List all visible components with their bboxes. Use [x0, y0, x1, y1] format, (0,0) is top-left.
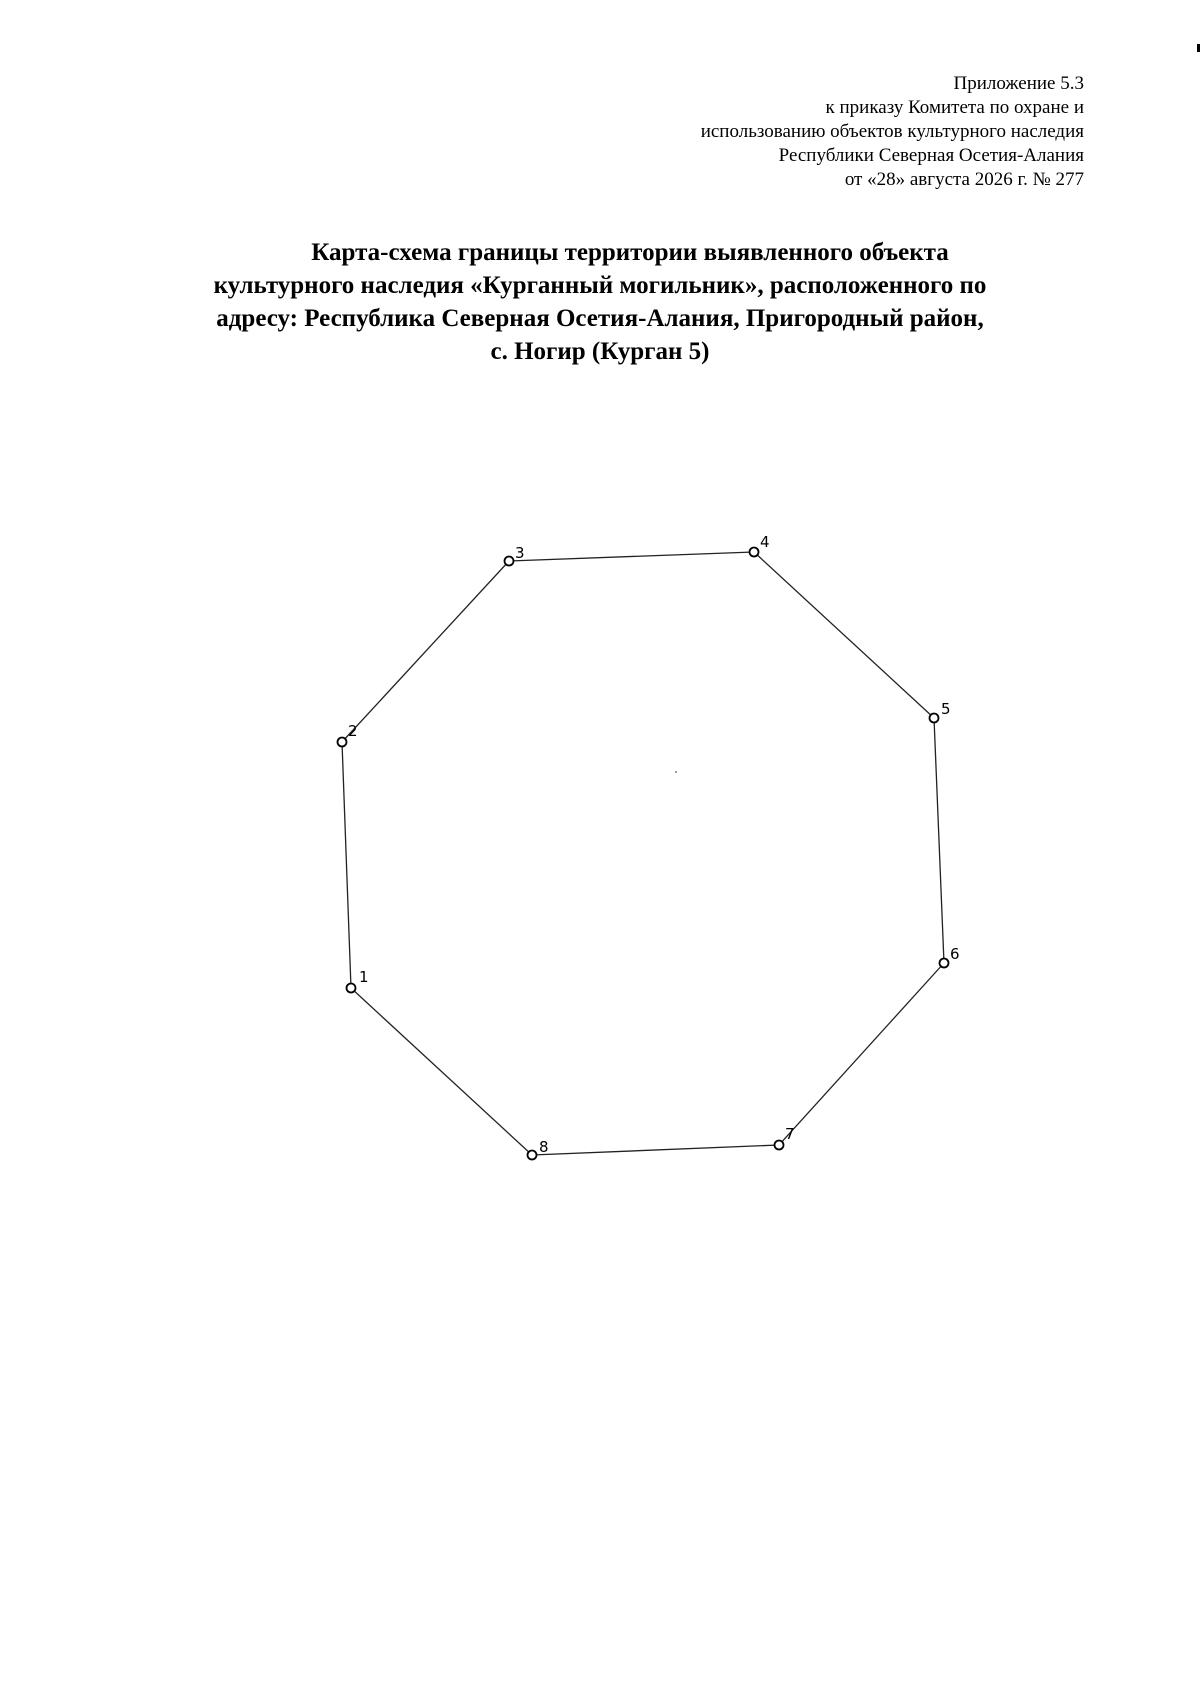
vertex-label: 4 [760, 533, 770, 551]
title-line: культурного наследия «Курганный могильник», расположенного по [213, 272, 987, 299]
center-dot [675, 771, 677, 773]
boundary-edges [342, 552, 944, 1155]
vertex-label: 1 [359, 968, 369, 986]
boundary-vertex [940, 959, 949, 968]
appendix-line: Республики Северная Осетия-Алания [778, 145, 1084, 166]
boundary-edge [754, 552, 934, 718]
boundary-vertices [338, 548, 949, 1160]
boundary-vertex [930, 714, 939, 723]
boundary-vertex [347, 984, 356, 993]
boundary-vertex [775, 1141, 784, 1150]
vertex-label: 2 [348, 722, 358, 740]
boundary-vertex [338, 738, 347, 747]
boundary-edge [779, 963, 944, 1145]
boundary-edge [934, 718, 944, 963]
vertex-label: 8 [539, 1138, 549, 1156]
title-line: с. Ногир (Курган 5) [490, 338, 710, 365]
appendix-line: к приказу Комитета по охране и [825, 97, 1084, 118]
title-line: адресу: Республика Северная Осетия-Алания, Пригородный район, [216, 305, 984, 332]
vertex-label: 6 [950, 945, 960, 963]
boundary-edge [351, 988, 532, 1155]
boundary-vertex [750, 548, 759, 557]
vertex-labels [348, 533, 960, 1156]
vertex-label: 7 [785, 1125, 795, 1143]
appendix-line: Приложение 5.3 [953, 73, 1084, 94]
title-line: Карта-схема границы территории выявленного объекта [311, 239, 949, 266]
boundary-edge [532, 1145, 779, 1155]
boundary-edge [509, 552, 754, 561]
boundary-vertex [505, 557, 514, 566]
vertex-label: 5 [941, 700, 951, 718]
vertex-label: 3 [515, 544, 525, 562]
appendix-line: от «28» августа 2026 г. № 277 [844, 169, 1084, 190]
boundary-edge [342, 742, 351, 988]
boundary-vertex [528, 1151, 537, 1160]
appendix-line: использованию объектов культурного наследия [700, 121, 1084, 142]
boundary-edge [342, 561, 509, 742]
